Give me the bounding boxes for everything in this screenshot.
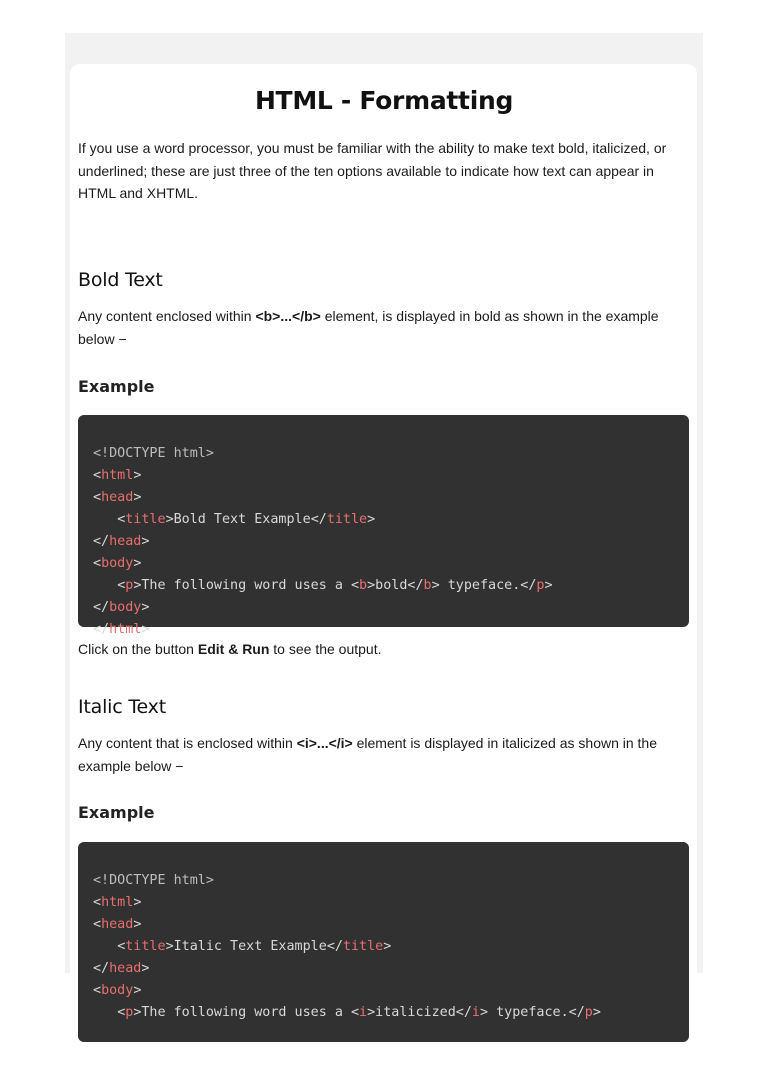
bold-description <box>78 305 678 350</box>
edit-run-button-label[interactable]: Edit & Run <box>197 641 270 657</box>
bold-example-label: Example <box>78 377 155 396</box>
content-card <box>70 64 697 1064</box>
run-after: to see the output. <box>269 641 382 657</box>
italic-code-block[interactable] <box>78 842 689 1042</box>
italic-desc-code: <i>...</i> <box>296 735 353 751</box>
code-line: <body> <box>93 983 142 998</box>
bold-desc-code: <b>...</b> <box>255 308 321 324</box>
bold-code-block[interactable] <box>78 415 689 637</box>
italic-desc-before: Any content that is enclosed within <box>78 735 297 751</box>
code-line: <!DOCTYPE html> <box>93 446 214 461</box>
code-line: <html> <box>93 468 142 483</box>
italic-desc-after: element is displayed in italicized as shown in the example below − <box>78 735 658 774</box>
code-line: <html> <box>93 895 142 910</box>
italic-example-label: Example <box>78 803 155 822</box>
code-line: <head> <box>93 490 142 505</box>
code-line: <title>Italic Text Example</title> <box>117 939 392 954</box>
code-line: <p>The following word uses a <i>italicized</i> typeface.</p> <box>117 1005 601 1020</box>
italic-text-heading: Italic Text <box>78 696 166 718</box>
run-before: Click on the button <box>78 641 198 657</box>
bold-desc-after: element, is displayed in bold as shown in the example below − <box>78 308 659 347</box>
page-title: HTML - Formatting <box>254 86 514 115</box>
code-line: <head> <box>93 917 142 932</box>
intro-paragraph: If you use a word processor, you must be familiar with the ability to make text bold, italicized, or underlined; these are just three of the ten options available to indicate how text can appear in HTML and XHTML. <box>78 140 667 201</box>
code-line: <!DOCTYPE html> <box>93 873 214 888</box>
bold-desc-before: Any content enclosed within <box>78 308 256 324</box>
code-line: </html> <box>93 622 150 637</box>
run-instruction <box>78 638 678 661</box>
code-line: <body> <box>93 556 142 571</box>
code-line: </head> <box>93 961 150 976</box>
code-line: </head> <box>93 534 150 549</box>
bold-text-heading: Bold Text <box>78 269 163 291</box>
code-line: <title>Bold Text Example</title> <box>117 512 376 527</box>
code-line: </body> <box>93 600 150 615</box>
code-line: <p>The following word uses a <b>bold</b> typeface.</p> <box>117 578 553 593</box>
page-background <box>65 33 703 1020</box>
italic-description <box>78 732 678 777</box>
